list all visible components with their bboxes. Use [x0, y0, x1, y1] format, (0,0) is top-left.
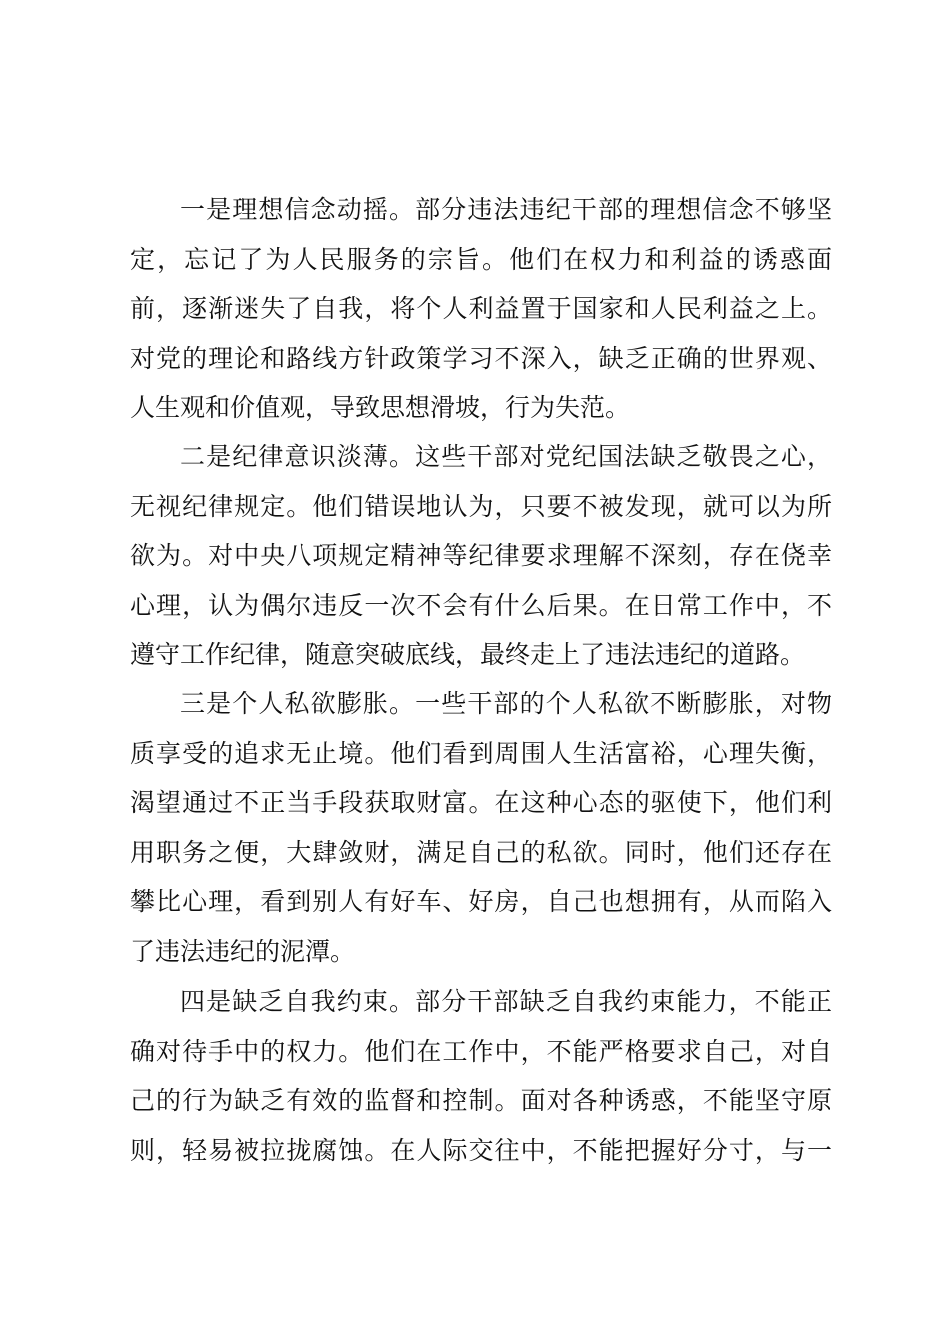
text-line: 一是理想信念动摇。部分违法违纪干部的理想信念不够坚: [180, 195, 832, 224]
text-line: 人生观和价值观，导致思想滑坡，行为失范。: [130, 393, 631, 423]
text-line: 用职务之便，大肆敛财，满足自己的私欲。同时，他们还存在: [130, 837, 832, 867]
text-line: 质享受的追求无止境。他们看到周围人生活富裕，心理失衡，: [130, 738, 832, 768]
text-line: 攀比心理，看到别人有好车、好房，自己也想拥有，从而陷入: [130, 887, 832, 917]
paragraph-4: [130, 977, 832, 1175]
text-line: 遵守工作纪律，随意突破底线，最终走上了违法违纪的道路。: [130, 640, 806, 670]
text-line: 渴望通过不正当手段获取财富。在这种心态的驱使下，他们利: [130, 788, 832, 818]
text-line: 三是个人私欲膨胀。一些干部的个人私欲不断膨胀，对物: [180, 689, 832, 718]
paragraph-2: [130, 432, 832, 680]
text-line: 确对待手中的权力。他们在工作中，不能严格要求自己，对自: [130, 1036, 832, 1066]
text-line: 四是缺乏自我约束。部分干部缺乏自我约束能力，不能正: [180, 987, 832, 1016]
text-line: 己的行为缺乏有效的监督和控制。面对各种诱惑，不能坚守原: [130, 1086, 832, 1116]
text-line: 欲为。对中央八项规定精神等纪律要求理解不深刻，存在侥幸: [130, 541, 832, 571]
text-line: 了违法违纪的泥潭。: [130, 936, 356, 966]
text-line: 定，忘记了为人民服务的宗旨。他们在权力和利益的诱惑面: [130, 244, 832, 274]
text-line: 无视纪律规定。他们错误地认为，只要不被发现，就可以为所: [130, 491, 832, 521]
text-line: 对党的理论和路线方针政策学习不深入，缺乏正确的世界观、: [130, 343, 832, 373]
text-line: 心理，认为偶尔违反一次不会有什么后果。在日常工作中，不: [130, 590, 832, 620]
paragraph-3: [130, 679, 832, 977]
text-line: 二是纪律意识淡薄。这些干部对党纪国法缺乏敬畏之心，: [180, 442, 832, 471]
text-line: 则，轻易被拉拢腐蚀。在人际交往中，不能把握好分寸，与一: [130, 1135, 832, 1165]
paragraph-1: [130, 185, 832, 433]
text-line: 前，逐渐迷失了自我，将个人利益置于国家和人民利益之上。: [130, 294, 832, 324]
